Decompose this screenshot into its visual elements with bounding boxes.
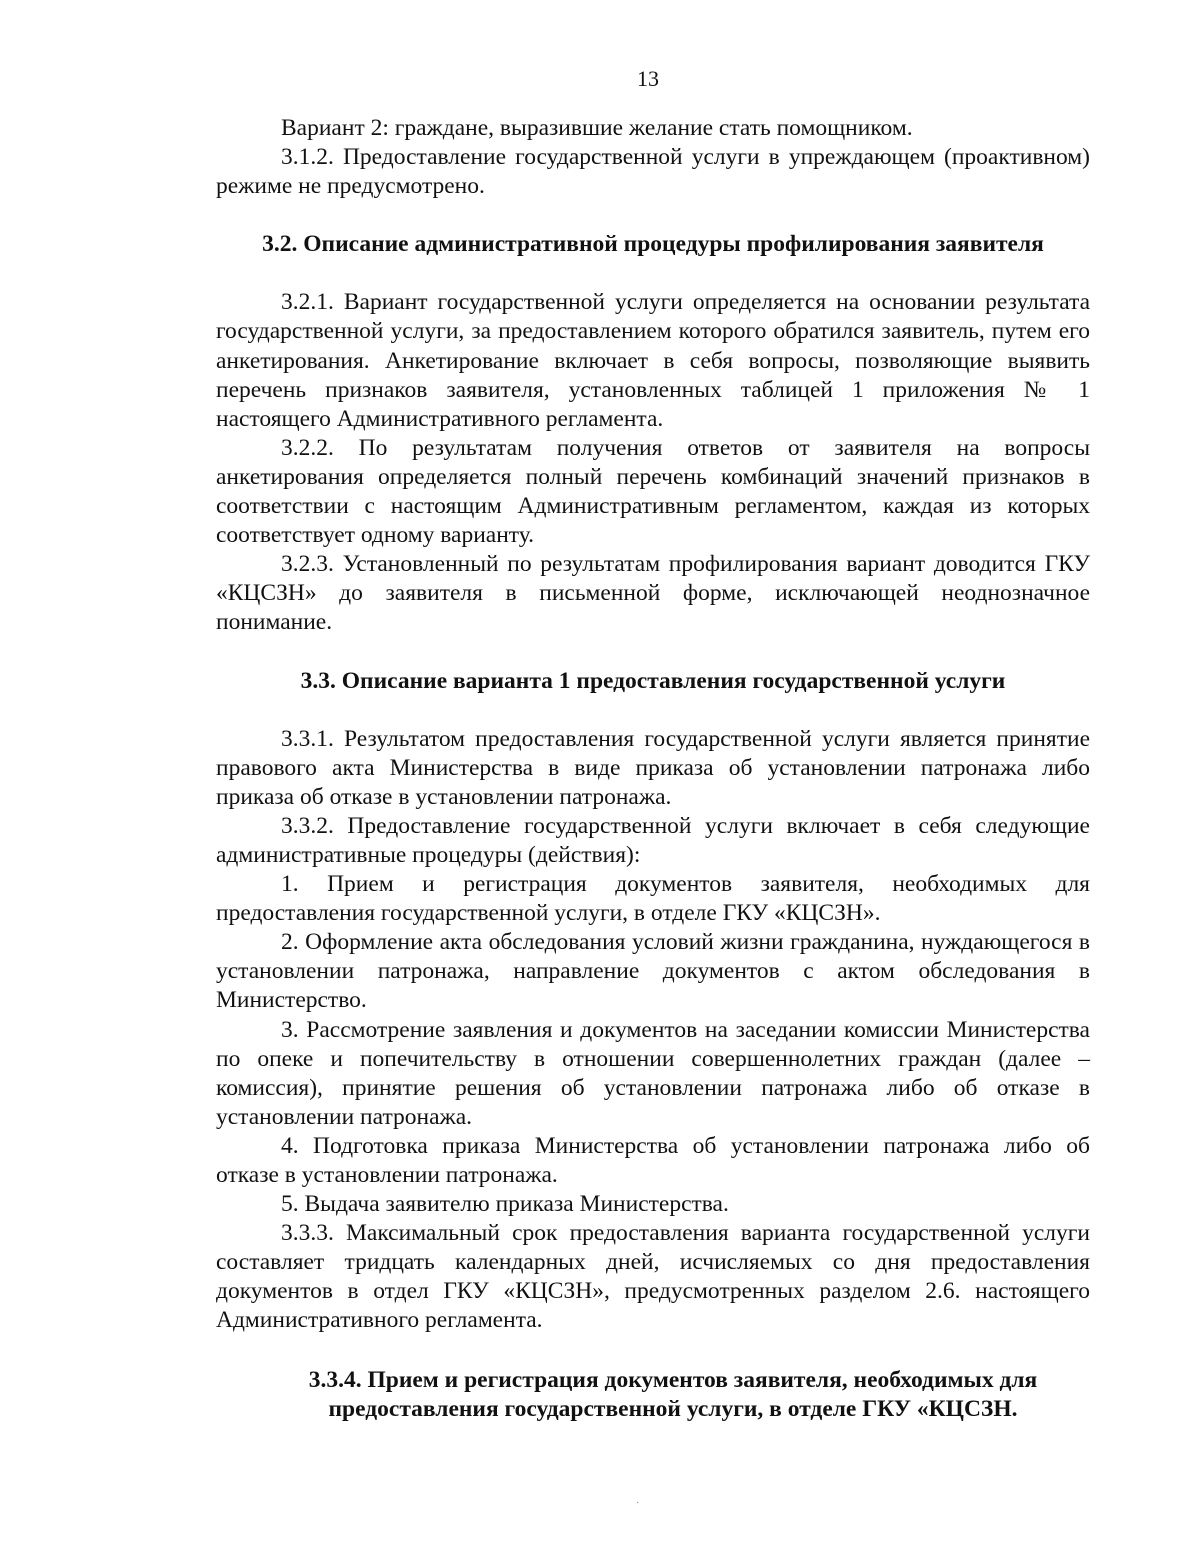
paragraph-3-3-3: 3.3.3. Максимальный срок предоставления варианта государственной услуги составляет тридцать календарных дней, исчисляемых со дня предоставления документов в отдел ГКУ «КЦСЗН», предусмотренных разделом 2.6. настоящего Административного регламента. — [216, 1220, 1090, 1334]
page-number: 13 — [637, 66, 659, 91]
list-item-4: 4. Подготовка приказа Министерства об установлении патронажа либо об отказе в установлении патронажа. — [216, 1132, 1090, 1188]
paragraph-3-3-2: 3.3.2. Предоставление государственной услуги включает в себя следующие административные процедуры (действия): — [216, 812, 1090, 868]
heading-3-2: 3.2. Описание административной процедуры профилирования заявителя — [262, 231, 1044, 258]
document-body — [216, 114, 1090, 1424]
paragraph-3-2-3: 3.2.3. Установленный по результатам профилирования вариант доводится ГКУ «КЦСЗН» до заявителя в письменной форме, исключающей неоднозначное понимание. — [216, 551, 1090, 636]
paragraph-3-2-1: 3.2.1. Вариант государственной услуги определяется на основании результата государственной услуги, за предоставлением которого обратился заявитель, путем его анкетирования. Анкетирование включает в себя вопросы, позволяющие выявить перечень признаков заявителя, установленных таблицей 1 приложения № 1 настоящего Административного регламента. — [216, 289, 1090, 432]
paragraph-3-3-1: 3.3.1. Результатом предоставления государственной услуги является принятие правового акта Министерства в виде приказа об установлении патронажа либо приказа об отказе в установлении патронажа. — [216, 725, 1090, 810]
list-item-3: 3. Рассмотрение заявления и документов на заседании комиссии Министерства по опеке и попечительству в отношении совершеннолетних граждан (далее – комиссия), принятие решения об установлении патронажа либо об отказе в установлении патронажа. — [216, 1016, 1090, 1130]
list-item-2: 2. Оформление акта обследования условий жизни гражданина, нуждающегося в установлении патронажа, направление документов с актом обследования в Министерство. — [216, 929, 1090, 1014]
heading-3-3: 3.3. Описание варианта 1 предоставления государственной услуги — [300, 667, 1006, 694]
list-item-1: 1. Прием и регистрация документов заявителя, необходимых для предоставления государственной услуги, в отделе ГКУ «КЦСЗН». — [216, 871, 1090, 927]
list-item-5: 5. Выдача заявителю приказа Министерства. — [281, 1191, 729, 1218]
paragraph-3-1-2: 3.1.2. Предоставление государственной услуги в упреждающем (проактивном) режиме не предусмотрено. — [216, 144, 1090, 200]
paragraph-3-2-2: 3.2.2. По результатам получения ответов от заявителя на вопросы анкетирования определяется полный перечень комбинаций значений признаков в соответствии с настоящим Административным регламентом, каждая из которых соответствует одному варианту. — [216, 434, 1090, 549]
heading-3-3-4: 3.3.4. Прием и регистрация документов заявителя, необходимых для предоставления государственной услуги, в отделе ГКУ «КЦСЗН. — [308, 1366, 1038, 1422]
scan-mark: · — [636, 1498, 640, 1509]
paragraph-variant-2: Вариант 2: граждане, выразившие желание стать помощником. — [281, 115, 913, 141]
